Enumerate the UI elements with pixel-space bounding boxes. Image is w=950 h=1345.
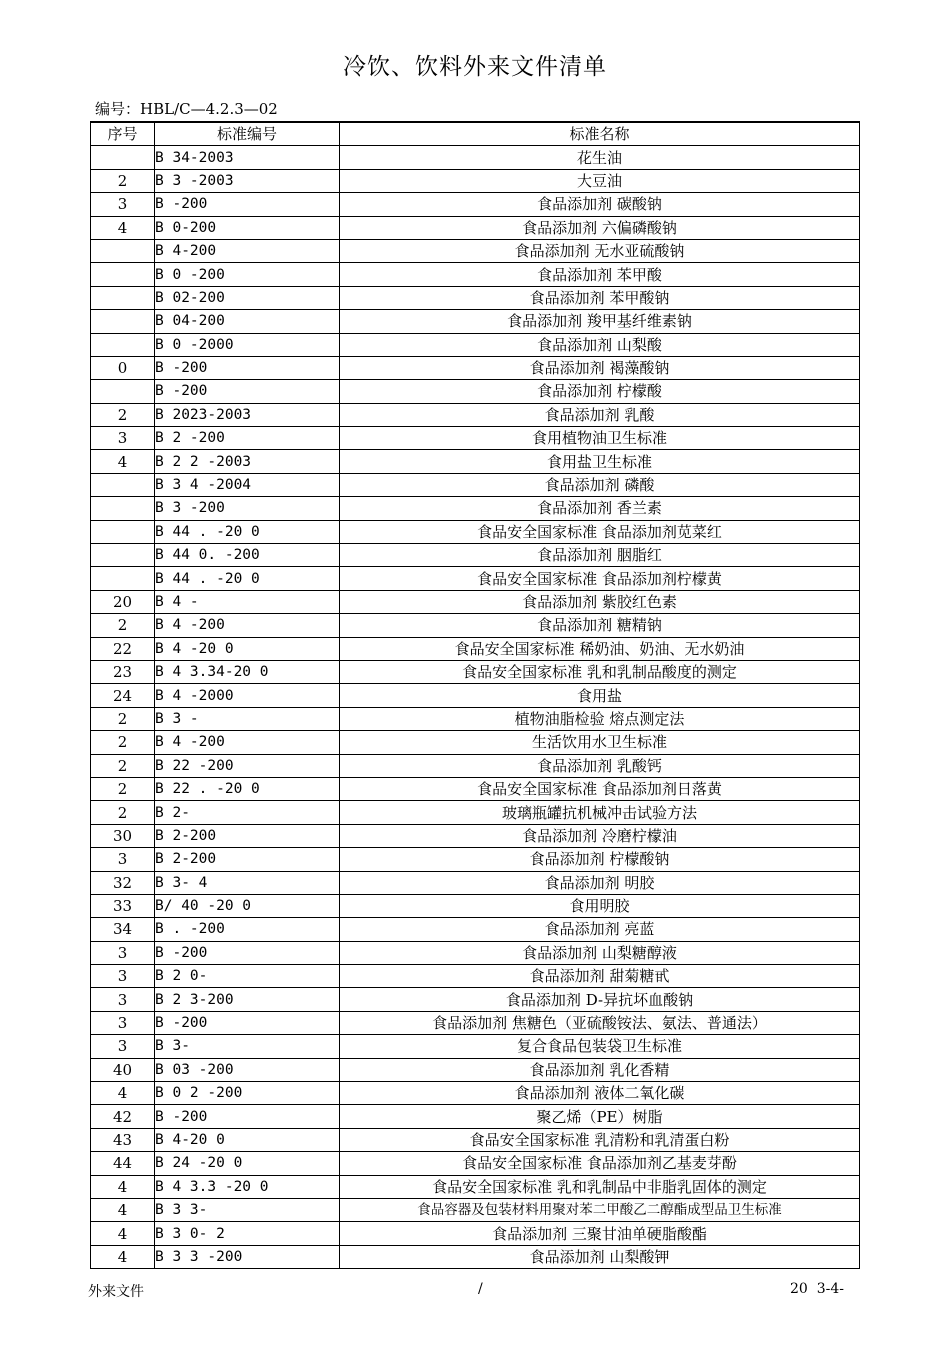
document-table	[90, 121, 860, 1269]
cell-standard-name: 食品添加剂 胭脂红	[340, 544, 860, 567]
cell-standard-name: 食品添加剂 香兰素	[340, 497, 860, 520]
cell-standard-name: 食品添加剂 冷磨柠檬油	[340, 824, 860, 847]
cell-serial-number	[91, 263, 155, 286]
table-row	[91, 660, 860, 683]
header-standard-name: 标准名称	[340, 122, 860, 146]
cell-serial-number: 2	[91, 801, 155, 824]
cell-standard-name: 食品添加剂 三聚甘油单硬脂酸酯	[340, 1222, 860, 1245]
table-row	[91, 169, 860, 192]
cell-standard-number: B 2 -200	[155, 427, 340, 450]
table-row	[91, 450, 860, 473]
cell-standard-number: B 3 3 -200	[155, 1245, 340, 1268]
cell-standard-number: B 2 0-	[155, 965, 340, 988]
cell-standard-name: 食品添加剂 乳酸钙	[340, 754, 860, 777]
cell-serial-number	[91, 473, 155, 496]
cell-standard-name: 食品容器及包装材料用聚对苯二甲酸乙二醇酯成型品卫生标准	[340, 1198, 860, 1221]
cell-serial-number: 2	[91, 754, 155, 777]
cell-standard-number: B/ 40 -20 0	[155, 894, 340, 917]
cell-serial-number: 3	[91, 1035, 155, 1058]
table-row	[91, 918, 860, 941]
cell-standard-name: 食品添加剂 乳化香精	[340, 1058, 860, 1081]
table-row	[91, 871, 860, 894]
cell-standard-name: 食品安全国家标准 乳和乳制品中非脂乳固体的测定	[340, 1175, 860, 1198]
cell-standard-name: 食用明胶	[340, 894, 860, 917]
table-row	[91, 473, 860, 496]
cell-standard-number: B 0 -2000	[155, 333, 340, 356]
cell-serial-number: 3	[91, 988, 155, 1011]
table-row	[91, 567, 860, 590]
cell-standard-name: 食品添加剂 紫胶红色素	[340, 590, 860, 613]
cell-standard-number: B 0-200	[155, 216, 340, 239]
cell-standard-name: 复合食品包装袋卫生标准	[340, 1035, 860, 1058]
cell-standard-name: 食品添加剂 山梨酸	[340, 333, 860, 356]
cell-serial-number	[91, 310, 155, 333]
cell-standard-number: B 4-20 0	[155, 1128, 340, 1151]
cell-standard-name: 食品安全国家标准 食品添加剂日落黄	[340, 777, 860, 800]
cell-standard-number: B 44 . -20 0	[155, 567, 340, 590]
cell-serial-number: 40	[91, 1058, 155, 1081]
cell-standard-name: 食品添加剂 苯甲酸钠	[340, 286, 860, 309]
table-row	[91, 403, 860, 426]
cell-standard-name: 玻璃瓶罐抗机械冲击试验方法	[340, 801, 860, 824]
cell-standard-number: B 4-200	[155, 239, 340, 262]
cell-serial-number: 4	[91, 216, 155, 239]
footer-date: 20 3-4-	[790, 1281, 844, 1297]
cell-standard-name: 食品添加剂 明胶	[340, 871, 860, 894]
cell-standard-name: 聚乙烯（PE）树脂	[340, 1105, 860, 1128]
table-row	[91, 380, 860, 403]
table-row	[91, 1152, 860, 1175]
cell-serial-number	[91, 497, 155, 520]
cell-serial-number: 3	[91, 193, 155, 216]
table-row	[91, 1035, 860, 1058]
cell-standard-number: B 3- 4	[155, 871, 340, 894]
cell-standard-number: B -200	[155, 380, 340, 403]
cell-standard-name: 食品添加剂 D-异抗坏血酸钠	[340, 988, 860, 1011]
cell-standard-number: B -200	[155, 193, 340, 216]
cell-standard-name: 食品添加剂 磷酸	[340, 473, 860, 496]
table-row	[91, 1011, 860, 1034]
table-row	[91, 801, 860, 824]
table-row	[91, 333, 860, 356]
table-row	[91, 1128, 860, 1151]
cell-standard-name: 食品添加剂 山梨酸钾	[340, 1245, 860, 1268]
table-row	[91, 520, 860, 543]
table-row	[91, 216, 860, 239]
cell-standard-name: 大豆油	[340, 169, 860, 192]
cell-serial-number: 4	[91, 1222, 155, 1245]
table-row	[91, 497, 860, 520]
cell-serial-number: 22	[91, 637, 155, 660]
cell-serial-number	[91, 520, 155, 543]
cell-serial-number: 42	[91, 1105, 155, 1128]
cell-standard-number: B -200	[155, 941, 340, 964]
cell-standard-name: 食品添加剂 褐藻酸钠	[340, 356, 860, 379]
cell-serial-number: 2	[91, 707, 155, 730]
cell-serial-number: 0	[91, 356, 155, 379]
cell-serial-number: 2	[91, 403, 155, 426]
page-title: 冷饮、饮料外来文件清单	[343, 54, 607, 80]
table-row	[91, 707, 860, 730]
cell-standard-number: B 3 -	[155, 707, 340, 730]
table-row	[91, 1175, 860, 1198]
table-row	[91, 614, 860, 637]
cell-standard-number: B 02-200	[155, 286, 340, 309]
cell-standard-name: 食用盐	[340, 684, 860, 707]
table-row	[91, 286, 860, 309]
cell-serial-number: 20	[91, 590, 155, 613]
cell-serial-number	[91, 544, 155, 567]
table-row	[91, 988, 860, 1011]
table-row	[91, 941, 860, 964]
cell-standard-name: 食品安全国家标准 乳清粉和乳清蛋白粉	[340, 1128, 860, 1151]
cell-serial-number: 4	[91, 1082, 155, 1105]
cell-serial-number: 34	[91, 918, 155, 941]
header-standard-number: 标准编号	[155, 122, 340, 146]
cell-serial-number: 44	[91, 1152, 155, 1175]
cell-standard-number: B 2-	[155, 801, 340, 824]
cell-standard-number: B . -200	[155, 918, 340, 941]
cell-standard-name: 食品添加剂 无水亚硫酸钠	[340, 239, 860, 262]
table-row	[91, 263, 860, 286]
cell-serial-number: 30	[91, 824, 155, 847]
cell-serial-number	[91, 286, 155, 309]
cell-standard-number: B 2-200	[155, 848, 340, 871]
cell-standard-number: B 04-200	[155, 310, 340, 333]
cell-standard-number: B 22 . -20 0	[155, 777, 340, 800]
table-row	[91, 731, 860, 754]
cell-standard-name: 食用植物油卫生标准	[340, 427, 860, 450]
cell-standard-name: 食品安全国家标准 食品添加剂苋菜红	[340, 520, 860, 543]
cell-standard-number: B 03 -200	[155, 1058, 340, 1081]
cell-serial-number: 24	[91, 684, 155, 707]
cell-standard-number: B 0 -200	[155, 263, 340, 286]
cell-standard-number: B 4 -200	[155, 731, 340, 754]
table-row	[91, 754, 860, 777]
table-header-row	[91, 122, 860, 146]
table-row	[91, 684, 860, 707]
cell-standard-name: 食品添加剂 亮蓝	[340, 918, 860, 941]
table-row	[91, 193, 860, 216]
cell-serial-number: 23	[91, 660, 155, 683]
cell-serial-number: 2	[91, 731, 155, 754]
table-row	[91, 356, 860, 379]
cell-standard-name: 食品安全国家标准 食品添加剂乙基麦芽酚	[340, 1152, 860, 1175]
cell-serial-number: 4	[91, 1175, 155, 1198]
cell-standard-number: B 2-200	[155, 824, 340, 847]
table-row	[91, 544, 860, 567]
table-row	[91, 824, 860, 847]
cell-standard-number: B 3 -2003	[155, 169, 340, 192]
cell-standard-number: B -200	[155, 356, 340, 379]
header-serial-number: 序号	[91, 122, 155, 146]
footer-left-label: 外来文件	[88, 1284, 144, 1300]
cell-standard-name: 食品添加剂 山梨糖醇液	[340, 941, 860, 964]
cell-standard-number: B 4 3.34-20 0	[155, 660, 340, 683]
cell-standard-name: 食品安全国家标准 乳和乳制品酸度的测定	[340, 660, 860, 683]
table-row	[91, 427, 860, 450]
cell-standard-number: B 44 . -20 0	[155, 520, 340, 543]
cell-standard-number: B 4 3.3 -20 0	[155, 1175, 340, 1198]
table-row	[91, 146, 860, 169]
cell-serial-number: 2	[91, 169, 155, 192]
cell-standard-name: 食品添加剂 柠檬酸钠	[340, 848, 860, 871]
cell-serial-number: 4	[91, 450, 155, 473]
table-row	[91, 894, 860, 917]
cell-standard-name: 食品安全国家标准 食品添加剂柠檬黄	[340, 567, 860, 590]
table-row	[91, 848, 860, 871]
table-row	[91, 1198, 860, 1221]
cell-standard-name: 食品添加剂 苯甲酸	[340, 263, 860, 286]
cell-serial-number: 3	[91, 848, 155, 871]
table-row	[91, 239, 860, 262]
cell-standard-number: B 3 -200	[155, 497, 340, 520]
cell-serial-number	[91, 333, 155, 356]
cell-standard-number: B 22 -200	[155, 754, 340, 777]
cell-standard-number: B 2023-2003	[155, 403, 340, 426]
cell-serial-number	[91, 380, 155, 403]
cell-standard-number: B 3 0- 2	[155, 1222, 340, 1245]
footer-page-separator: /	[478, 1281, 483, 1297]
cell-standard-number: B -200	[155, 1105, 340, 1128]
cell-serial-number	[91, 567, 155, 590]
cell-serial-number	[91, 239, 155, 262]
cell-standard-name: 食品添加剂 甜菊糖甙	[340, 965, 860, 988]
table-row	[91, 1105, 860, 1128]
cell-standard-name: 食品添加剂 焦糖色（亚硫酸铵法、氨法、普通法）	[340, 1011, 860, 1034]
cell-standard-name: 食品添加剂 液体二氧化碳	[340, 1082, 860, 1105]
cell-standard-name: 植物油脂检验 熔点测定法	[340, 707, 860, 730]
cell-serial-number	[91, 146, 155, 169]
cell-standard-name: 食用盐卫生标准	[340, 450, 860, 473]
cell-standard-number: B 3-	[155, 1035, 340, 1058]
cell-standard-name: 食品安全国家标准 稀奶油、奶油、无水奶油	[340, 637, 860, 660]
cell-serial-number: 2	[91, 614, 155, 637]
table-row	[91, 310, 860, 333]
table-row	[91, 1245, 860, 1268]
table-row	[91, 965, 860, 988]
cell-serial-number: 43	[91, 1128, 155, 1151]
cell-standard-name: 食品添加剂 糖精钠	[340, 614, 860, 637]
cell-standard-name: 花生油	[340, 146, 860, 169]
cell-standard-number: B 2 2 -2003	[155, 450, 340, 473]
cell-standard-number: B 44 0. -200	[155, 544, 340, 567]
document-code: 编号：HBL/C—4.2.3—02	[95, 100, 278, 118]
table-row	[91, 590, 860, 613]
cell-serial-number: 4	[91, 1245, 155, 1268]
cell-standard-name: 食品添加剂 柠檬酸	[340, 380, 860, 403]
cell-standard-name: 生活饮用水卫生标准	[340, 731, 860, 754]
cell-standard-number: B 4 -2000	[155, 684, 340, 707]
cell-serial-number: 3	[91, 1011, 155, 1034]
cell-serial-number: 32	[91, 871, 155, 894]
table-row	[91, 637, 860, 660]
cell-standard-number: B 2 3-200	[155, 988, 340, 1011]
cell-serial-number: 3	[91, 427, 155, 450]
cell-serial-number: 4	[91, 1198, 155, 1221]
table-row	[91, 1222, 860, 1245]
cell-standard-number: B 4 -200	[155, 614, 340, 637]
cell-standard-number: B 4 -20 0	[155, 637, 340, 660]
cell-standard-number: B -200	[155, 1011, 340, 1034]
table-row	[91, 1082, 860, 1105]
cell-serial-number: 33	[91, 894, 155, 917]
cell-serial-number: 3	[91, 941, 155, 964]
cell-standard-name: 食品添加剂 碳酸钠	[340, 193, 860, 216]
cell-standard-number: B 24 -20 0	[155, 1152, 340, 1175]
cell-standard-number: B 3 3-	[155, 1198, 340, 1221]
cell-standard-name: 食品添加剂 六偏磷酸钠	[340, 216, 860, 239]
cell-serial-number: 2	[91, 777, 155, 800]
cell-standard-name: 食品添加剂 羧甲基纤维素钠	[340, 310, 860, 333]
cell-standard-number: B 3 4 -2004	[155, 473, 340, 496]
cell-standard-number: B 4 -	[155, 590, 340, 613]
cell-standard-number: B 0 2 -200	[155, 1082, 340, 1105]
cell-standard-number: B 34-2003	[155, 146, 340, 169]
table-row	[91, 1058, 860, 1081]
cell-serial-number: 3	[91, 965, 155, 988]
table-row	[91, 777, 860, 800]
cell-standard-name: 食品添加剂 乳酸	[340, 403, 860, 426]
